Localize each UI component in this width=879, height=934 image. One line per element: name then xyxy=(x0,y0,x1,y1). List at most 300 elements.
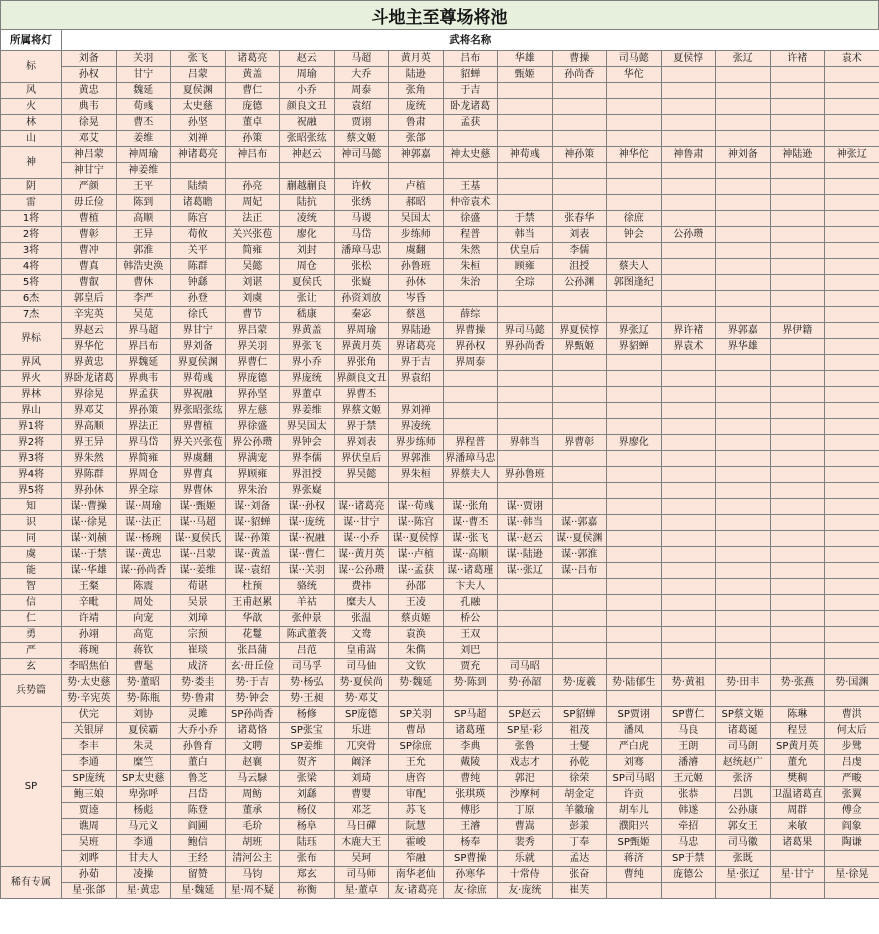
group-row xyxy=(1,723,879,739)
general-cell xyxy=(498,691,553,707)
general-cell: 谋··袁绍 xyxy=(225,563,280,579)
group-row xyxy=(1,51,879,67)
general-cell: 马元义 xyxy=(116,819,171,835)
general-cell: 邓芝 xyxy=(334,803,389,819)
general-cell: 大乔 xyxy=(334,67,389,83)
general-cell xyxy=(607,243,662,259)
general-cell xyxy=(661,883,716,899)
general-cell: 界魏延 xyxy=(116,355,171,371)
group-row xyxy=(1,99,879,115)
general-cell xyxy=(661,179,716,195)
general-cell xyxy=(661,499,716,515)
general-cell xyxy=(443,403,498,419)
general-cell xyxy=(498,307,553,323)
lamp-label: 虞 xyxy=(1,547,62,563)
general-cell xyxy=(552,483,607,499)
page-title: 斗地主至尊场将池 xyxy=(0,0,879,30)
general-cell xyxy=(607,515,662,531)
general-cell: 王经 xyxy=(171,851,226,867)
general-cell: 界吴懿 xyxy=(334,467,389,483)
general-cell: 徐氏 xyxy=(171,307,226,323)
general-cell xyxy=(825,563,879,579)
general-cell xyxy=(770,563,825,579)
general-cell xyxy=(389,163,444,179)
general-cell xyxy=(552,131,607,147)
general-cell: 华佗 xyxy=(607,67,662,83)
general-cell: 谋··赵云 xyxy=(498,531,553,547)
general-cell xyxy=(498,579,553,595)
general-cell: 蔡夫人 xyxy=(607,259,662,275)
general-cell xyxy=(716,691,771,707)
general-cell: 夏侯霸 xyxy=(116,723,171,739)
general-cell: 曹真 xyxy=(62,259,117,275)
general-cell: 袁涣 xyxy=(389,627,444,643)
general-cell: 于吉 xyxy=(443,83,498,99)
general-cell: 曹植 xyxy=(62,211,117,227)
general-cell: 李昭焦伯 xyxy=(62,659,117,675)
general-cell xyxy=(607,131,662,147)
general-cell: 吕虔 xyxy=(825,755,879,771)
group-row xyxy=(1,883,879,899)
general-cell: 夏侯惇 xyxy=(661,51,716,67)
general-cell: 何太后 xyxy=(825,723,879,739)
lamp-label: 界5将 xyxy=(1,483,62,499)
general-cell: 界黄月英 xyxy=(334,339,389,355)
general-cell: 蒯越蒯良 xyxy=(280,179,335,195)
general-cell xyxy=(716,435,771,451)
general-cell: 谋··孟获 xyxy=(389,563,444,579)
group-row xyxy=(1,515,879,531)
general-cell xyxy=(661,387,716,403)
general-cell: 谋··姜维 xyxy=(171,563,226,579)
general-cell: 界孟获 xyxy=(116,387,171,403)
general-cell: 界公孙瓒 xyxy=(225,435,280,451)
general-cell: 毋丘俭 xyxy=(62,195,117,211)
general-cell xyxy=(716,515,771,531)
general-cell: 桥公 xyxy=(443,611,498,627)
general-cell: 孙权 xyxy=(62,67,117,83)
general-cell: 祢衡 xyxy=(280,883,335,899)
general-cell xyxy=(607,387,662,403)
general-cell xyxy=(607,179,662,195)
general-cell xyxy=(552,579,607,595)
general-cell: 甘宁 xyxy=(116,67,171,83)
general-cell xyxy=(661,611,716,627)
general-cell: 胡金定 xyxy=(552,787,607,803)
general-cell: 兀突骨 xyxy=(334,739,389,755)
general-cell xyxy=(825,99,879,115)
general-cell xyxy=(607,627,662,643)
general-cell: 祝融 xyxy=(280,115,335,131)
lamp-label: 智 xyxy=(1,579,62,595)
general-cell xyxy=(552,115,607,131)
general-cell: 界许褚 xyxy=(661,323,716,339)
general-cell: 朱灵 xyxy=(116,739,171,755)
general-cell: 星·张辽 xyxy=(716,867,771,883)
general-cell: SP马超 xyxy=(443,707,498,723)
general-cell: 界钟会 xyxy=(280,435,335,451)
general-cell: 界马超 xyxy=(116,323,171,339)
general-cell xyxy=(607,611,662,627)
general-cell: 诸葛亮 xyxy=(225,51,280,67)
general-cell: 关羽 xyxy=(116,51,171,67)
general-cell: 神刘备 xyxy=(716,147,771,163)
general-cell: 董卓 xyxy=(225,115,280,131)
lamp-label: 界林 xyxy=(1,387,62,403)
general-cell: 孔融 xyxy=(443,595,498,611)
general-cell xyxy=(607,499,662,515)
general-cell: 曹休 xyxy=(116,275,171,291)
general-cell: 神孙策 xyxy=(552,147,607,163)
general-cell xyxy=(661,115,716,131)
general-cell: 界朱桓 xyxy=(389,467,444,483)
general-cell: 谋··徐晃 xyxy=(62,515,117,531)
group-row xyxy=(1,755,879,771)
group-row xyxy=(1,675,879,691)
general-cell xyxy=(770,131,825,147)
general-cell: 谋··张辽 xyxy=(498,563,553,579)
general-cell: 陈武董袭 xyxy=(280,627,335,643)
general-cell: 南华老仙 xyxy=(389,867,444,883)
general-cell: 张昌蒲 xyxy=(225,643,280,659)
general-cell: 胡车儿 xyxy=(607,803,662,819)
general-cell: 大乔小乔 xyxy=(171,723,226,739)
group-row xyxy=(1,451,879,467)
group-row xyxy=(1,115,879,131)
general-cell: 神鲁肃 xyxy=(661,147,716,163)
general-cell: SP姜维 xyxy=(280,739,335,755)
general-cell: 李典 xyxy=(443,739,498,755)
general-cell xyxy=(334,163,389,179)
lamp-label: 稀有专属 xyxy=(1,867,62,899)
general-cell: 曹昂 xyxy=(389,723,444,739)
general-cell: 谋··于禁 xyxy=(62,547,117,563)
general-cell xyxy=(716,627,771,643)
general-cell: 于禁 xyxy=(498,211,553,227)
general-cell: 郭图逢纪 xyxy=(607,275,662,291)
general-cell: 皇甫嵩 xyxy=(334,643,389,659)
general-cell: 界沮授 xyxy=(280,467,335,483)
general-cell xyxy=(661,483,716,499)
general-cell xyxy=(607,883,662,899)
general-cell: 周妃 xyxy=(225,195,280,211)
general-cell xyxy=(498,387,553,403)
general-cell: 糜夫人 xyxy=(334,595,389,611)
general-cell: 步骘 xyxy=(825,739,879,755)
general-cell: 秦宓 xyxy=(334,307,389,323)
general-cell: 界虞翻 xyxy=(171,451,226,467)
general-cell: 谋··夏侯惇 xyxy=(389,531,444,547)
general-cell: 界顾雍 xyxy=(225,467,280,483)
general-cell xyxy=(825,179,879,195)
general-cell xyxy=(498,483,553,499)
general-cell: 王基 xyxy=(443,179,498,195)
general-cell: 界徐晃 xyxy=(62,387,117,403)
general-cell xyxy=(716,243,771,259)
general-cell: 李通 xyxy=(62,755,117,771)
general-cell: 势·国渊 xyxy=(825,675,879,691)
general-cell: 周处 xyxy=(116,595,171,611)
general-cell: 势·陈到 xyxy=(443,675,498,691)
general-cell xyxy=(389,691,444,707)
general-cell: 谋··卢植 xyxy=(389,547,444,563)
general-cell: 孙休 xyxy=(389,275,444,291)
lamp-label: 火 xyxy=(1,99,62,115)
general-cell: 钟繇 xyxy=(171,275,226,291)
general-cell: SP贾诩 xyxy=(607,707,662,723)
general-cell: 司马徽 xyxy=(716,835,771,851)
general-cell: 势·董昭 xyxy=(116,675,171,691)
general-cell: 祖茂 xyxy=(552,723,607,739)
general-cell xyxy=(661,259,716,275)
general-cell: 马超 xyxy=(334,51,389,67)
general-cell: 贾逵 xyxy=(62,803,117,819)
general-cell xyxy=(552,371,607,387)
group-row xyxy=(1,355,879,371)
lamp-label: 山 xyxy=(1,131,62,147)
general-cell: 神赵云 xyxy=(280,147,335,163)
general-cell xyxy=(716,403,771,419)
general-cell: 韩当 xyxy=(498,227,553,243)
general-cell xyxy=(770,467,825,483)
general-cell xyxy=(498,163,553,179)
general-cell: 谋··郭嘉 xyxy=(552,515,607,531)
general-cell: 糜竺 xyxy=(116,755,171,771)
general-cell xyxy=(443,483,498,499)
general-cell: 马忠 xyxy=(661,835,716,851)
general-cell: 贺齐 xyxy=(280,755,335,771)
general-cell: 凌操 xyxy=(116,867,171,883)
lamp-header: 所属将灯 xyxy=(1,30,62,51)
general-cell: 潘濬 xyxy=(661,755,716,771)
general-cell: 势·夏侯尚 xyxy=(334,675,389,691)
general-cell: 曹仁 xyxy=(225,83,280,99)
general-cell xyxy=(498,595,553,611)
general-cell: 顾雍 xyxy=(498,259,553,275)
general-cell: 清河公主 xyxy=(225,851,280,867)
general-cell: 司马朗 xyxy=(716,739,771,755)
general-cell xyxy=(661,451,716,467)
general-cell: 神吕布 xyxy=(225,147,280,163)
general-cell: 贾充 xyxy=(443,659,498,675)
general-cell: SP甄姬 xyxy=(607,835,662,851)
group-row xyxy=(1,179,879,195)
general-cell: 刘巴 xyxy=(443,643,498,659)
general-cell: 谋··黄忠 xyxy=(116,547,171,563)
general-cell xyxy=(661,307,716,323)
general-cell xyxy=(825,531,879,547)
general-cell xyxy=(716,163,771,179)
general-cell: 鲍信 xyxy=(171,835,226,851)
general-cell: 神荀彧 xyxy=(498,147,553,163)
general-cell: 姜维 xyxy=(116,131,171,147)
general-cell xyxy=(498,611,553,627)
general-cell: 界廖化 xyxy=(607,435,662,451)
general-cell: 神吕蒙 xyxy=(62,147,117,163)
general-cell: SP徐庶 xyxy=(389,739,444,755)
general-cell xyxy=(770,515,825,531)
general-cell: 曹纯 xyxy=(443,771,498,787)
general-cell: 曹叡 xyxy=(62,275,117,291)
group-row xyxy=(1,323,879,339)
group-row xyxy=(1,195,879,211)
general-cell: 韩浩史涣 xyxy=(116,259,171,275)
general-cell: 关银屏 xyxy=(62,723,117,739)
general-cell: 胡班 xyxy=(225,835,280,851)
general-cell: 法正 xyxy=(225,211,280,227)
general-cell: 笮融 xyxy=(389,851,444,867)
general-cell xyxy=(661,355,716,371)
general-cell: 徐荣 xyxy=(552,771,607,787)
general-cell xyxy=(498,179,553,195)
general-cell: 界华雄 xyxy=(716,339,771,355)
general-cell xyxy=(498,131,553,147)
general-cell: 界曹真 xyxy=(171,467,226,483)
general-cell: 友·徐庶 xyxy=(443,883,498,899)
general-cell: 势·陈瓶 xyxy=(116,691,171,707)
general-cell xyxy=(770,259,825,275)
general-cell: 孙坚 xyxy=(171,115,226,131)
general-cell: 郭淮 xyxy=(116,243,171,259)
general-cell xyxy=(661,547,716,563)
general-cell xyxy=(716,83,771,99)
general-cell: 界简雍 xyxy=(116,451,171,467)
general-cell: 霍峻 xyxy=(389,835,444,851)
general-cell xyxy=(334,483,389,499)
lamp-label: 雷 xyxy=(1,195,62,211)
general-cell xyxy=(825,307,879,323)
general-cell xyxy=(498,355,553,371)
general-cell: 费祎 xyxy=(334,579,389,595)
general-cell: 界荀彧 xyxy=(171,371,226,387)
general-cell xyxy=(498,195,553,211)
general-cell xyxy=(661,275,716,291)
general-cell xyxy=(825,515,879,531)
lamp-label: 识 xyxy=(1,515,62,531)
general-cell: 势·王昶 xyxy=(280,691,335,707)
general-cell xyxy=(443,371,498,387)
general-cell: 周瑜 xyxy=(280,67,335,83)
general-cell xyxy=(661,211,716,227)
general-cell xyxy=(661,99,716,115)
general-cell: 陶谦 xyxy=(825,835,879,851)
general-cell: 许靖 xyxy=(62,611,117,627)
general-cell xyxy=(661,467,716,483)
group-row xyxy=(1,547,879,563)
general-cell: 夏侯氏 xyxy=(280,275,335,291)
general-cell xyxy=(716,563,771,579)
general-cell: 界孙鲁班 xyxy=(498,467,553,483)
group-row xyxy=(1,531,879,547)
general-cell xyxy=(552,291,607,307)
general-cell: 乐就 xyxy=(498,851,553,867)
general-cell xyxy=(825,227,879,243)
general-cell: 马云騄 xyxy=(225,771,280,787)
lamp-label: 兵势篇 xyxy=(1,675,62,707)
group-row xyxy=(1,595,879,611)
group-row xyxy=(1,131,879,147)
general-cell: 刘繇 xyxy=(280,787,335,803)
general-cell: 界颜良文丑 xyxy=(334,371,389,387)
group-row xyxy=(1,739,879,755)
general-cell: 星·黄忠 xyxy=(116,883,171,899)
group-row xyxy=(1,867,879,883)
general-cell xyxy=(770,659,825,675)
general-cell: 羊徽瑜 xyxy=(552,803,607,819)
general-cell: 王濬 xyxy=(443,819,498,835)
general-cell xyxy=(389,483,444,499)
general-cell xyxy=(552,163,607,179)
general-cell: 诸葛诞 xyxy=(716,723,771,739)
general-cell: 董承 xyxy=(225,803,280,819)
general-cell xyxy=(770,419,825,435)
general-cell xyxy=(661,291,716,307)
general-cell: 张郃 xyxy=(389,131,444,147)
general-cell: 界曹仁 xyxy=(225,355,280,371)
general-cell: 张辽 xyxy=(716,51,771,67)
general-cell: 陈琳 xyxy=(770,707,825,723)
general-cell: 界刘禅 xyxy=(389,403,444,419)
general-cell: 郭皇后 xyxy=(62,291,117,307)
general-cell xyxy=(825,883,879,899)
general-cell xyxy=(661,83,716,99)
general-cell: 陆逊 xyxy=(389,67,444,83)
general-cell: 嵇康 xyxy=(280,307,335,323)
names-header: 武将名称 xyxy=(62,30,879,51)
general-cell: 界典韦 xyxy=(116,371,171,387)
lamp-label: 玄 xyxy=(1,659,62,675)
general-cell xyxy=(552,307,607,323)
general-cell xyxy=(770,211,825,227)
general-cell: 界吕蒙 xyxy=(225,323,280,339)
group-row xyxy=(1,851,879,867)
lamp-label: 6杰 xyxy=(1,291,62,307)
general-cell: 崔芙 xyxy=(552,883,607,899)
general-cell: 赵襄 xyxy=(225,755,280,771)
general-cell: 蒋钦 xyxy=(116,643,171,659)
general-cell xyxy=(825,403,879,419)
general-cell: 势·陆郁生 xyxy=(607,675,662,691)
general-cell xyxy=(716,883,771,899)
general-cell xyxy=(770,611,825,627)
general-cell xyxy=(770,307,825,323)
general-cell xyxy=(498,627,553,643)
general-cell: 傅佥 xyxy=(825,803,879,819)
general-cell: 蔡邕 xyxy=(389,307,444,323)
general-cell xyxy=(825,691,879,707)
general-cell: 谋··孙尚香 xyxy=(116,563,171,579)
general-cell: 张恭 xyxy=(661,787,716,803)
general-cell: 吴国太 xyxy=(389,211,444,227)
general-cell xyxy=(770,275,825,291)
general-cell: 周群 xyxy=(770,803,825,819)
general-cell xyxy=(770,499,825,515)
general-cell xyxy=(825,419,879,435)
general-cell: 吕岱 xyxy=(171,787,226,803)
general-cell xyxy=(443,163,498,179)
general-cell: 鲁肃 xyxy=(389,115,444,131)
general-cell xyxy=(552,355,607,371)
general-cell xyxy=(607,115,662,131)
general-cell xyxy=(825,595,879,611)
general-cell: 吕蒙 xyxy=(171,67,226,83)
general-cell: 界刘表 xyxy=(334,435,389,451)
general-cell: 王粲 xyxy=(62,579,117,595)
general-cell xyxy=(770,67,825,83)
general-cell xyxy=(716,227,771,243)
general-cell: 钟会 xyxy=(607,227,662,243)
general-cell: 陈登 xyxy=(171,803,226,819)
